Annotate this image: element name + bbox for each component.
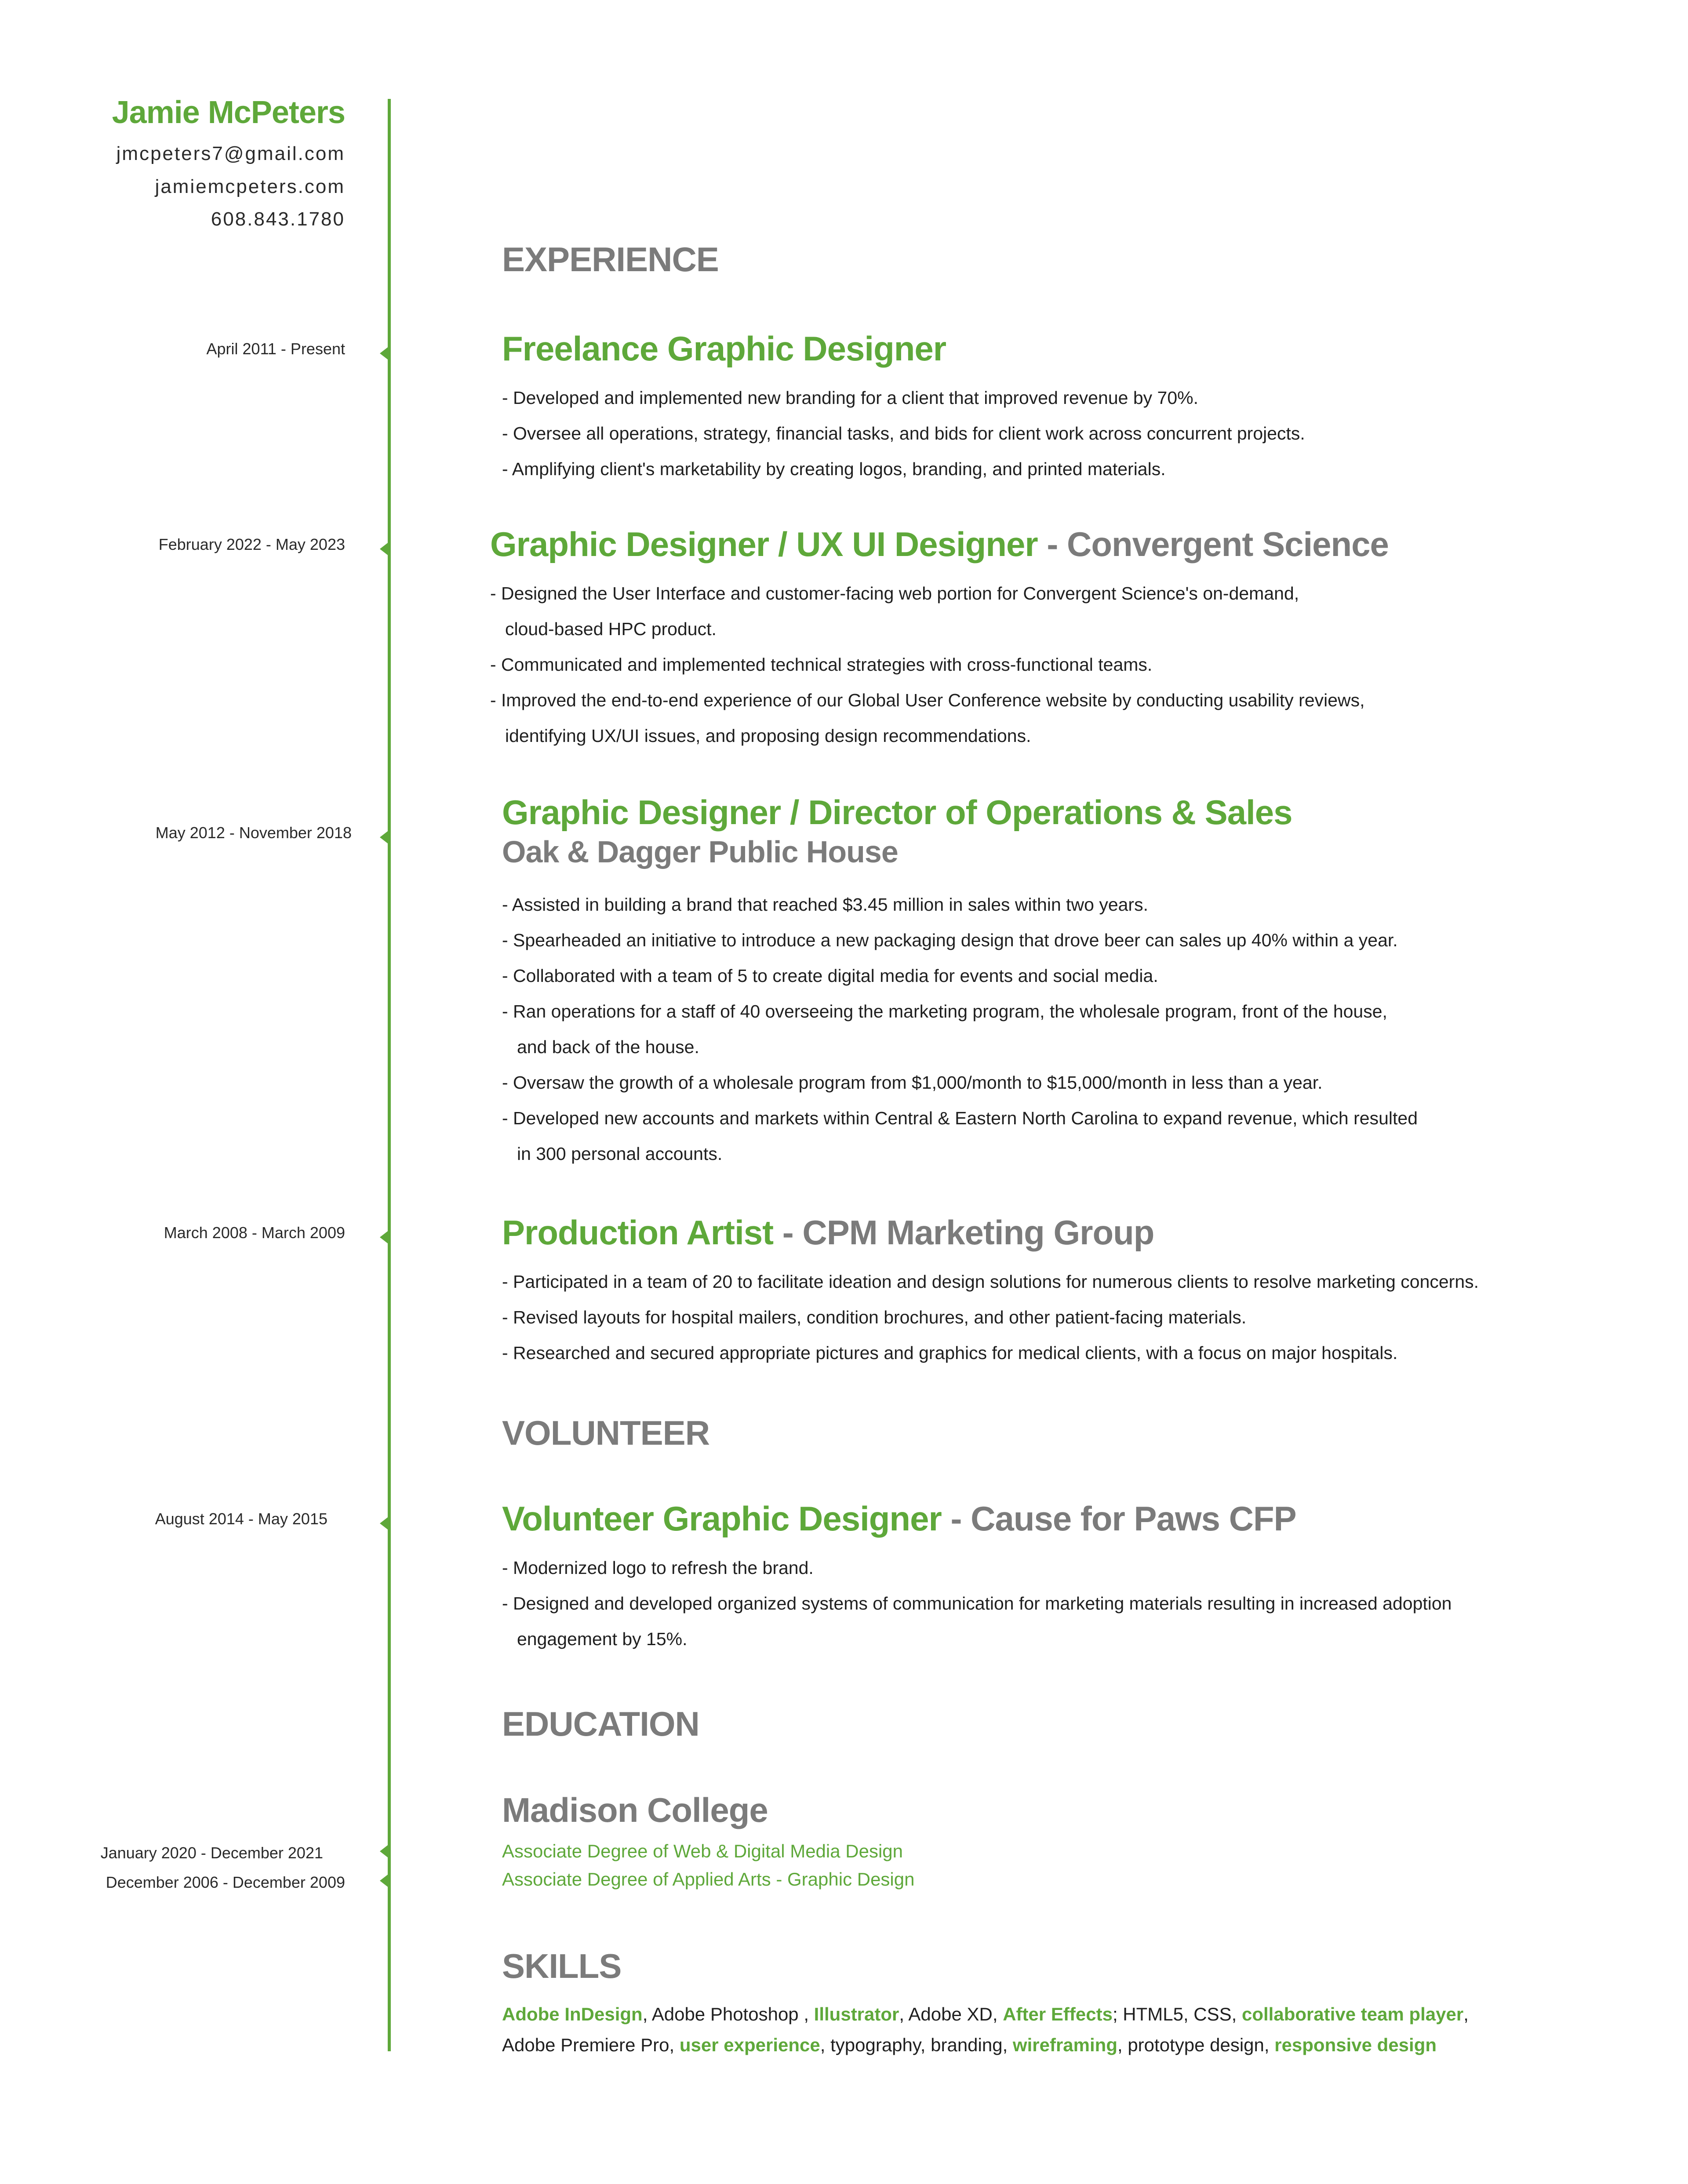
bullet-item: - Researched and secured appropriate pictures and graphics for medical clients, with a focus on major hospitals. <box>502 1343 1398 1363</box>
skill-item: responsive design <box>1274 2035 1437 2055</box>
skills-list <box>502 1999 1469 2060</box>
bullet-item: - Assisted in building a brand that reached $3.45 million in sales within two years. <box>502 894 1148 915</box>
bullet-item: - Participated in a team of 20 to facilitate ideation and design solutions for numerous clients to resolve marketing concerns. <box>502 1272 1479 1292</box>
skill-item: Illustrator <box>814 2004 899 2024</box>
skill-text: , Adobe XD, <box>899 2004 1003 2024</box>
skill-item: collaborative team player <box>1242 2004 1464 2024</box>
skill-item: Adobe InDesign <box>502 2004 643 2024</box>
bullet-item: - Amplifying client's marketability by creating logos, branding, and printed materials. <box>502 459 1166 479</box>
job-title: Graphic Designer / Director of Operations & Sales <box>502 793 1292 832</box>
phone-number: 608.843.1780 <box>211 208 345 230</box>
volunteer-date: August 2014 - May 2015 <box>155 1510 327 1528</box>
timeline-marker <box>380 1873 389 1888</box>
bullet-item: - Modernized logo to refresh the brand. <box>502 1558 814 1578</box>
skill-text: Adobe Premiere Pro, <box>502 2035 680 2055</box>
job-date: April 2011 - Present <box>206 340 345 358</box>
skill-text: , prototype design, <box>1117 2035 1275 2055</box>
skills-line <box>502 1999 1469 2030</box>
experience-heading: EXPERIENCE <box>502 240 719 279</box>
candidate-name: Jamie McPeters <box>112 95 345 130</box>
timeline-marker <box>380 541 389 556</box>
job-bullets <box>502 887 1418 1172</box>
bullet-item: cloud-based HPC product. <box>505 619 717 639</box>
bullet-item: - Developed and implemented new branding for a client that improved revenue by 70%. <box>502 388 1198 408</box>
skills-line <box>502 2030 1469 2060</box>
job-title: Production Artist <box>502 1213 774 1252</box>
bullet-item: - Revised layouts for hospital mailers, condition brochures, and other patient-facing materials. <box>502 1307 1247 1327</box>
bullet-item: - Designed and developed organized systems of communication for marketing materials resulting in increased adoption <box>502 1593 1452 1613</box>
skill-item: user experience <box>679 2035 820 2055</box>
degree-date: January 2020 - December 2021 <box>100 1844 323 1862</box>
bullet-item: - Oversaw the growth of a wholesale program from $1,000/month to $15,000/month in less than a year. <box>502 1072 1323 1093</box>
website-link[interactable]: jamiemcpeters.com <box>155 176 345 197</box>
degree-name: Associate Degree of Web & Digital Media Design <box>502 1841 903 1861</box>
volunteer-heading: VOLUNTEER <box>502 1414 710 1452</box>
email-link[interactable]: jmcpeters7@gmail.com <box>116 143 345 164</box>
skill-text: , Adobe Photoshop , <box>642 2004 814 2024</box>
timeline-line <box>388 99 391 2051</box>
bullet-item: - Developed new accounts and markets within Central & Eastern North Carolina to expand revenue, which resulted <box>502 1108 1418 1128</box>
school-name: Madison College <box>502 1791 768 1829</box>
timeline-marker <box>380 346 389 361</box>
skill-text: , <box>1463 2004 1469 2024</box>
timeline-marker <box>380 1844 389 1859</box>
job-heading <box>502 1213 1154 1253</box>
timeline-marker <box>380 830 389 845</box>
job-date: March 2008 - March 2009 <box>164 1224 345 1242</box>
job-bullets <box>490 576 1365 754</box>
job-heading <box>490 524 1389 564</box>
skill-text: , typography, branding, <box>820 2035 1013 2055</box>
degree-name: Associate Degree of Applied Arts - Graphic Design <box>502 1869 915 1890</box>
bullet-item: - Ran operations for a staff of 40 overseeing the marketing program, the wholesale program, front of the house, <box>502 1001 1387 1021</box>
timeline-marker <box>380 1230 389 1245</box>
skills-heading: SKILLS <box>502 1947 622 1985</box>
bullet-item: - Designed the User Interface and customer-facing web portion for Convergent Science's on-demand, <box>490 583 1299 603</box>
organization-name: - Cause for Paws CFP <box>950 1499 1296 1538</box>
bullet-item: - Spearheaded an initiative to introduce a new packaging design that drove beer can sales up 40% within a year. <box>502 930 1398 950</box>
job-bullets <box>502 1264 1479 1371</box>
degree-date: December 2006 - December 2009 <box>106 1873 345 1891</box>
timeline-marker <box>380 1516 389 1531</box>
bullet-item: identifying UX/UI issues, and proposing design recommendations. <box>505 726 1031 746</box>
job-date: February 2022 - May 2023 <box>158 535 345 553</box>
skill-text: ; HTML5, CSS, <box>1112 2004 1242 2024</box>
bullet-item: - Communicated and implemented technical strategies with cross-functional teams. <box>490 654 1153 675</box>
bullet-item: - Improved the end-to-end experience of our Global User Conference website by conducting usability reviews, <box>490 690 1365 710</box>
company-name: Oak & Dagger Public House <box>502 835 898 869</box>
company-name: - CPM Marketing Group <box>782 1213 1154 1252</box>
job-title: Volunteer Graphic Designer <box>502 1499 942 1538</box>
bullet-item: engagement by 15%. <box>517 1629 688 1649</box>
bullet-item: - Oversee all operations, strategy, financial tasks, and bids for client work across concurrent projects. <box>502 423 1305 443</box>
job-date: May 2012 - November 2018 <box>155 824 352 842</box>
volunteer-bullets <box>502 1550 1452 1657</box>
bullet-item: and back of the house. <box>517 1037 699 1057</box>
bullet-item: in 300 personal accounts. <box>517 1144 723 1164</box>
education-heading: EDUCATION <box>502 1704 699 1743</box>
company-name: - Convergent Science <box>1047 525 1389 563</box>
job-title: Freelance Graphic Designer <box>502 329 946 368</box>
bullet-item: - Collaborated with a team of 5 to create digital media for events and social media. <box>502 966 1158 986</box>
skill-item: wireframing <box>1012 2035 1117 2055</box>
job-title: Graphic Designer / UX UI Designer <box>490 525 1038 563</box>
volunteer-job-heading <box>502 1499 1296 1539</box>
job-bullets <box>502 380 1305 487</box>
skill-item: After Effects <box>1003 2004 1113 2024</box>
